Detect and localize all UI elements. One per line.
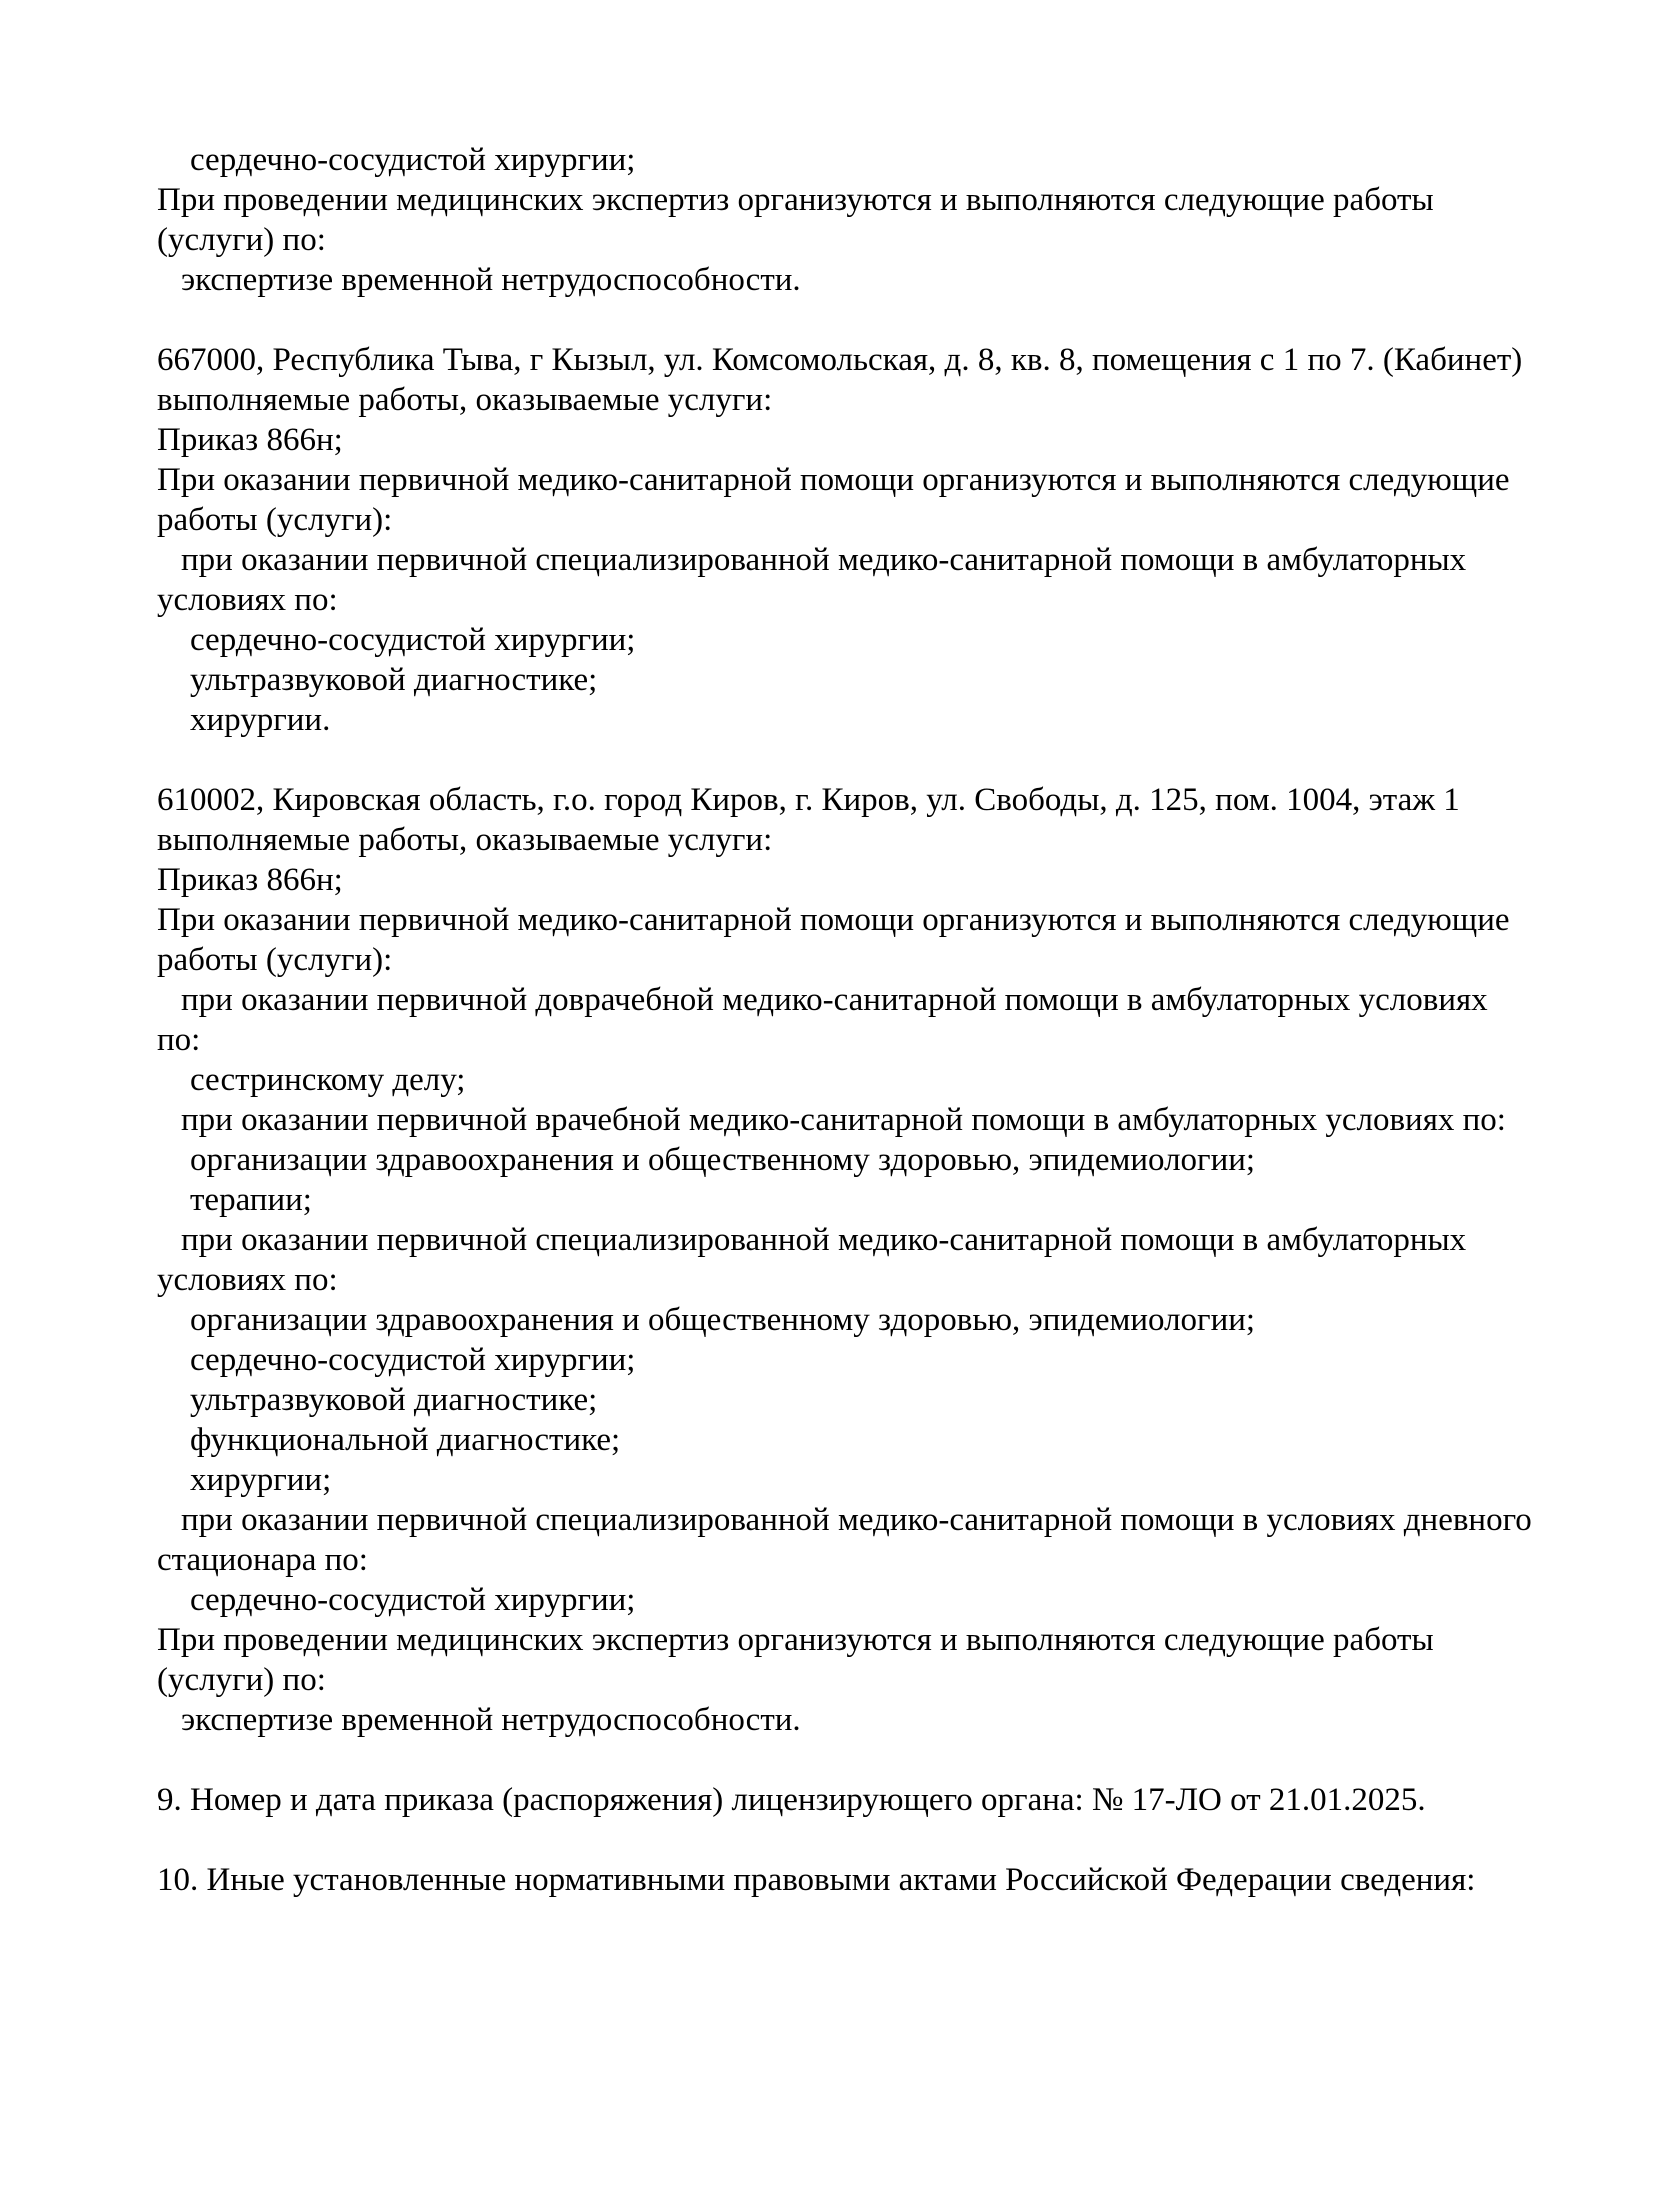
text-line: При проведении медицинских экспертиз организуются и выполняются следующие работы (157, 182, 1434, 218)
text-line: 667000, Республика Тыва, г Кызыл, ул. Комсомольская, д. 8, кв. 8, помещения с 1 по 7. (Кабинет) (157, 342, 1523, 378)
text-line: Приказ 866н; (157, 862, 343, 898)
blank-line (157, 1740, 1577, 1780)
text-line: работы (услуги): (157, 502, 393, 538)
text-line: При проведении медицинских экспертиз организуются и выполняются следующие работы (157, 1622, 1434, 1658)
text-line: (услуги) по: (157, 222, 326, 258)
text-line: при оказании первичной специализированной медико-санитарной помощи в амбулаторных (181, 542, 1467, 578)
text-line: экспертизе временной нетрудоспособности. (181, 262, 801, 298)
text-line: условиях по: (157, 1262, 338, 1298)
text-line: сердечно-сосудистой хирургии; (190, 622, 636, 658)
text-line: функциональной диагностике; (190, 1422, 621, 1458)
text-line: ультразвуковой диагностике; (190, 662, 598, 698)
blank-line (157, 740, 1577, 780)
text-line: хирургии; (190, 1462, 332, 1498)
text-line: сестринскому делу; (190, 1062, 466, 1098)
text-line: организации здравоохранения и общественному здоровью, эпидемиологии; (190, 1142, 1256, 1178)
text-line: стационара по: (157, 1542, 368, 1578)
text-line: При оказании первичной медико-санитарной помощи организуются и выполняются следующие (157, 902, 1510, 938)
text-line: выполняемые работы, оказываемые услуги: (157, 382, 773, 418)
text-line: (услуги) по: (157, 1662, 326, 1698)
text-line: условиях по: (157, 582, 338, 618)
text-line: 9. Номер и дата приказа (распоряжения) лицензирующего органа: № 17-ЛО от 21.01.2025. (157, 1782, 1426, 1818)
text-line: Приказ 866н; (157, 422, 343, 458)
text-line: хирургии. (190, 702, 331, 738)
blank-line (157, 300, 1577, 340)
text-line: 610002, Кировская область, г.о. город Киров, г. Киров, ул. Свободы, д. 125, пом. 1004, этаж 1 (157, 782, 1460, 818)
text-line: экспертизе временной нетрудоспособности. (181, 1702, 801, 1738)
text-line: 10. Иные установленные нормативными правовыми актами Российской Федерации сведения: (157, 1862, 1476, 1898)
text-line: по: (157, 1022, 201, 1058)
text-line: при оказании первичной врачебной медико-санитарной помощи в амбулаторных условиях по: (181, 1102, 1506, 1138)
blank-line (157, 1820, 1577, 1860)
text-line: ультразвуковой диагностике; (190, 1382, 598, 1418)
text-line: организации здравоохранения и общественному здоровью, эпидемиологии; (190, 1302, 1256, 1338)
text-line: При оказании первичной медико-санитарной помощи организуются и выполняются следующие (157, 462, 1510, 498)
text-line: работы (услуги): (157, 942, 393, 978)
text-line: при оказании первичной доврачебной медико-санитарной помощи в амбулаторных условиях (181, 982, 1488, 1018)
text-line: сердечно-сосудистой хирургии; (190, 1342, 636, 1378)
text-line: при оказании первичной специализированной медико-санитарной помощи в амбулаторных (181, 1222, 1467, 1258)
text-line: выполняемые работы, оказываемые услуги: (157, 822, 773, 858)
text-line: при оказании первичной специализированной медико-санитарной помощи в условиях дневного (181, 1502, 1532, 1538)
document-page (157, 140, 1577, 1900)
text-line: сердечно-сосудистой хирургии; (190, 142, 636, 178)
text-line: сердечно-сосудистой хирургии; (190, 1582, 636, 1618)
document-body (157, 140, 1577, 1900)
text-line: терапии; (190, 1182, 312, 1218)
